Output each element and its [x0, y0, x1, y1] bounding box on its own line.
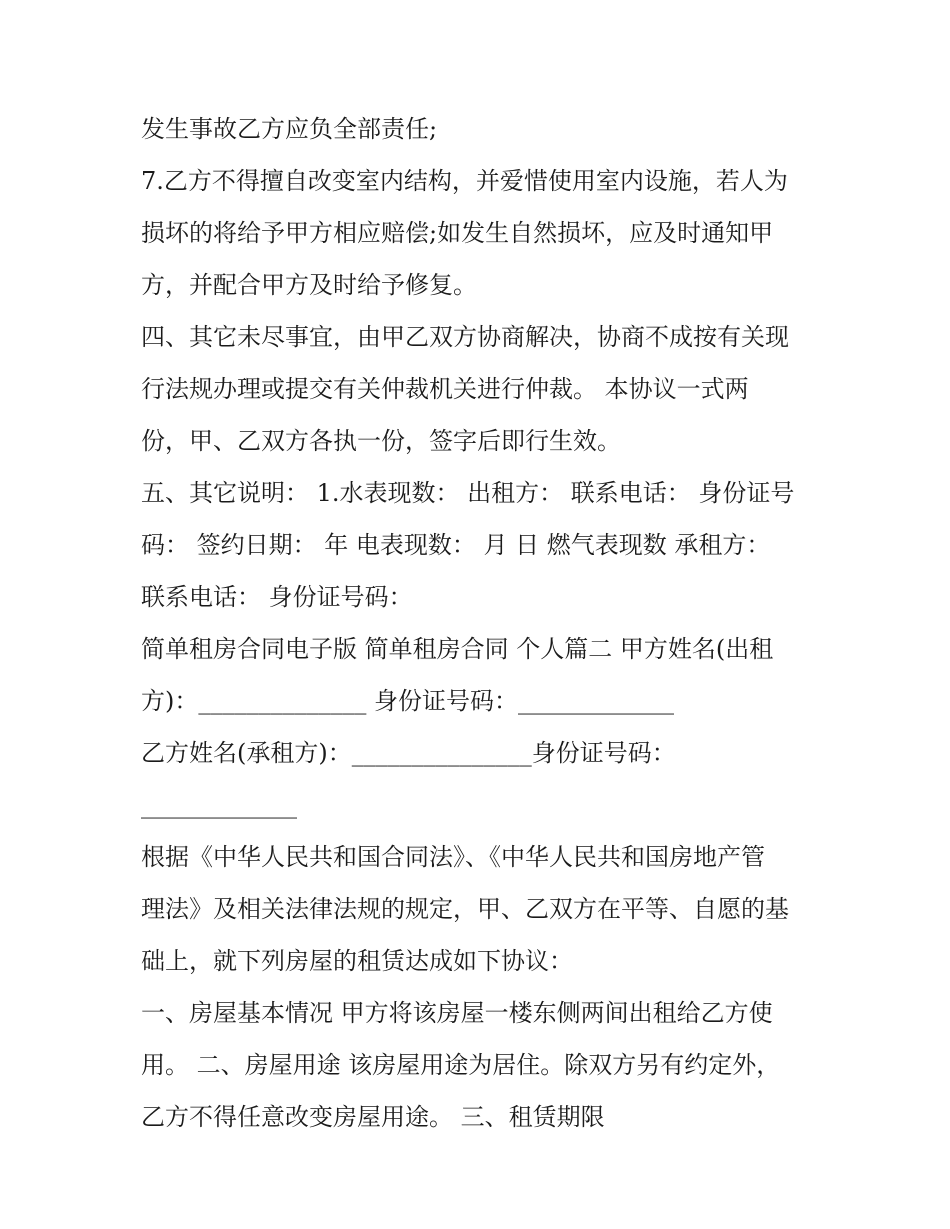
- text-line: 根据《中华人民共和国合同法》、《中华人民共和国房地产管: [141, 843, 765, 871]
- contract-text: [141, 103, 831, 1143]
- text-line: 联系电话： 身份证号码：: [141, 583, 413, 611]
- text-line: 行法规办理或提交有关仲裁机关进行仲裁。 本协议一式两: [141, 375, 749, 403]
- text-line: 损坏的将给予甲方相应赔偿;如发生自然损坏，应及时通知甲: [141, 219, 774, 247]
- text-line: 一、房屋基本情况 甲方将该房屋一楼东侧两间出租给乙方使: [141, 999, 773, 1027]
- text-line: 码： 签约日期： 年 电表现数： 月 日 燃气表现数 承租方：: [141, 531, 771, 559]
- text-line: 用。 二、房屋用途 该房屋用途为居住。除双方另有约定外，: [141, 1051, 781, 1079]
- text-line: 方)：______________ 身份证号码：_____________: [141, 687, 674, 715]
- text-line: 乙方不得任意改变房屋用途。 三、租赁期限: [141, 1103, 605, 1131]
- text-line: 7.乙方不得擅自改变室内结构，并爱惜使用室内设施，若人为: [141, 167, 788, 195]
- text-line: 份，甲、乙双方各执一份，签字后即行生效。: [141, 427, 621, 455]
- text-line: 础上，就下列房屋的租赁达成如下协议：: [141, 947, 573, 975]
- text-line: 五、其它说明： 1.水表现数： 出租方： 联系电话： 身份证号: [141, 479, 795, 507]
- text-line: 发生事故乙方应负全部责任;: [141, 115, 438, 143]
- text-line: 简单租房合同电子版 简单租房合同 个人篇二 甲方姓名(出租: [141, 635, 774, 663]
- text-line: _____________: [141, 791, 297, 819]
- text-line: 乙方姓名(承租方)：_______________身份证号码：: [141, 739, 676, 767]
- text-line: 方，并配合甲方及时给予修复。: [141, 271, 477, 299]
- text-line: 理法》及相关法律法规的规定，甲、乙双方在平等、自愿的基: [141, 895, 789, 923]
- text-line: 四、其它未尽事宜，由甲乙双方协商解决，协商不成按有关现: [141, 323, 789, 351]
